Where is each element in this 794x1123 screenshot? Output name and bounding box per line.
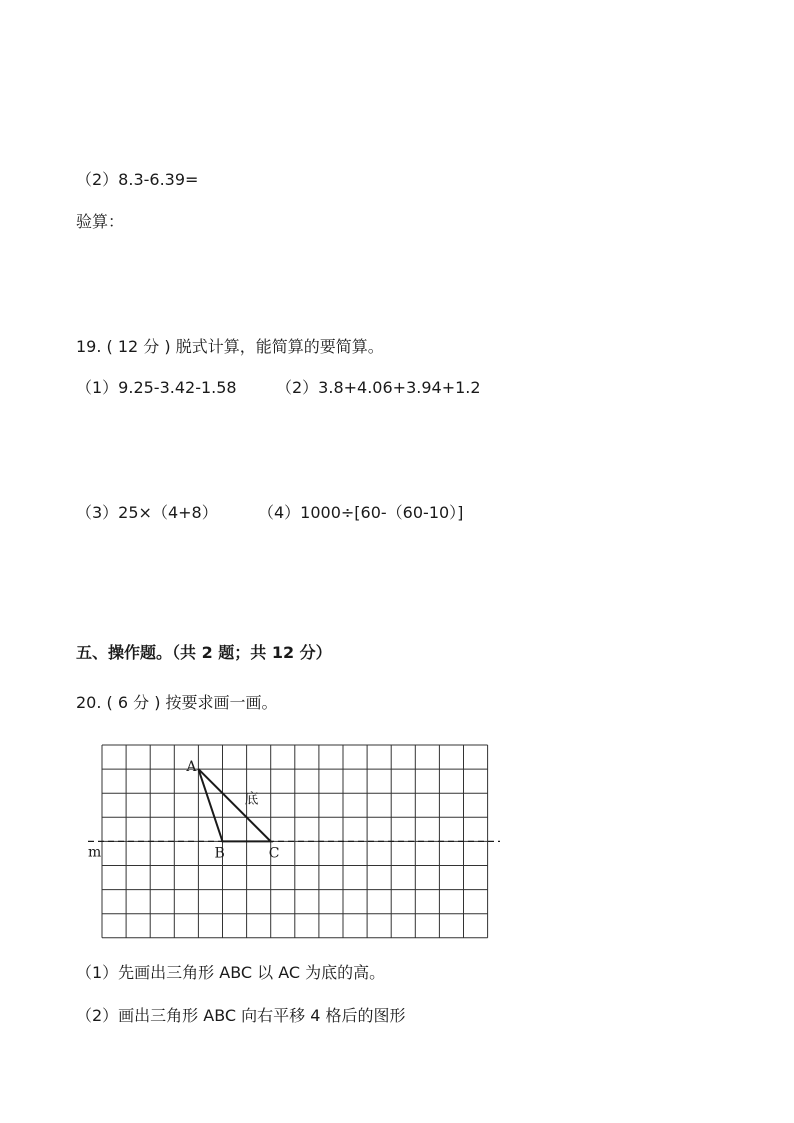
label-point-c: C: [268, 845, 280, 862]
label-point-b: B: [214, 845, 225, 862]
q18-part2-expression: （2）8.3-6.39=: [76, 170, 199, 189]
section-5-title: 五、操作题。（共 2 题；共 12 分）: [76, 643, 332, 662]
q19-item-3: （3）25×（4+8）: [76, 503, 218, 522]
q19-item-4: （4）1000÷[60-（60-10）]: [258, 503, 464, 522]
q20-sub1: （1）先画出三角形 ABC 以 AC 为底的高。: [76, 963, 386, 982]
q19-item-2: （2）3.8+4.06+3.94+1.2: [276, 378, 481, 397]
q20-sub2: （2）画出三角形 ABC 向右平移 4 格后的图形: [76, 1006, 406, 1025]
q20-heading: 20. ( 6 分 ) 按要求画一画。: [76, 693, 278, 712]
check-calculation-label: 验算：: [76, 212, 125, 231]
label-side-base: 底: [244, 791, 259, 808]
label-m: m: [88, 844, 102, 861]
q19-heading: 19. ( 12 分 ) 脱式计算，能简算的要简算。: [76, 337, 384, 356]
label-point-a: A: [186, 759, 197, 776]
q19-item-1: （1）9.25-3.42-1.58: [76, 378, 237, 397]
triangle-abc: [198, 769, 270, 841]
